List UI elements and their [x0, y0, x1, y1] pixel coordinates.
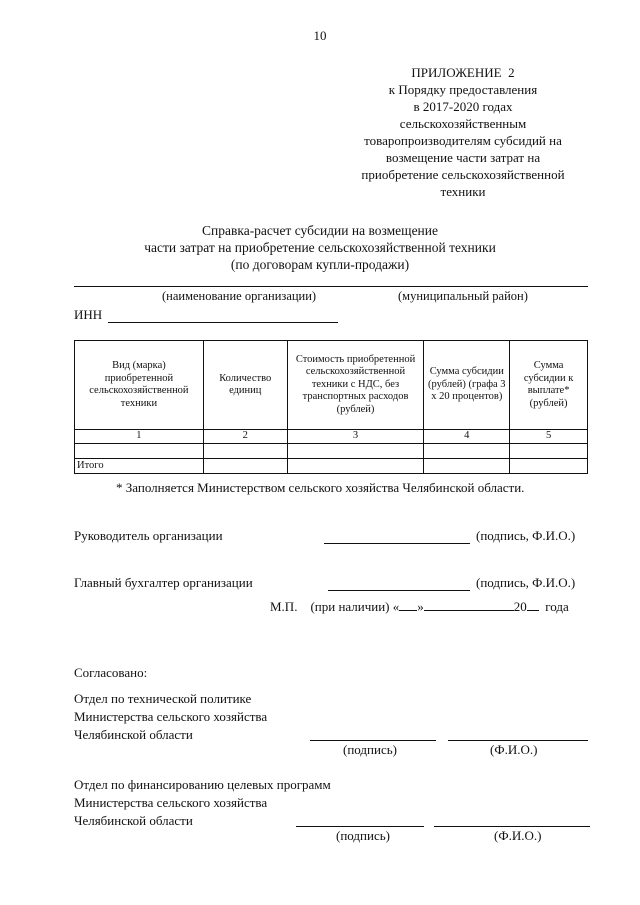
- table-cell[interactable]: [75, 444, 204, 459]
- head-signature-line[interactable]: [324, 543, 470, 544]
- dept1-signature-line[interactable]: [310, 740, 436, 741]
- dept2-signature-line[interactable]: [296, 826, 424, 827]
- dept1-signature-caption: (подпись): [343, 742, 397, 757]
- accountant-signature-caption: (подпись, Ф.И.О.): [476, 575, 576, 590]
- table-header-row: [75, 341, 588, 430]
- total-row: [75, 459, 588, 474]
- department-line: Министерства сельского хозяйства: [74, 795, 268, 810]
- header-cell: Стоимость приобретенной сельскохозяйственной техники с НДС, без транспортных расходов (рублей): [287, 341, 424, 430]
- date-year-blank[interactable]: [527, 610, 539, 611]
- table-cell[interactable]: [287, 459, 424, 474]
- column-number: 3: [287, 430, 424, 444]
- appendix-block: [348, 64, 578, 200]
- accountant-signature-line[interactable]: [328, 590, 470, 591]
- organization-name-caption: (наименование организации): [162, 289, 317, 303]
- dept1-name-line[interactable]: [448, 740, 588, 741]
- appendix-heading: ПРИЛОЖЕНИЕ 2: [411, 65, 515, 80]
- appendix-line: сельскохозяйственным: [399, 116, 527, 131]
- dept2-name-caption: (Ф.И.О.): [494, 828, 542, 843]
- accountant-label: Главный бухгалтер организации: [74, 575, 253, 590]
- subsidy-calculation-table: [74, 340, 588, 474]
- column-number: 2: [203, 430, 287, 444]
- department-line: Министерства сельского хозяйства: [74, 709, 268, 724]
- inn-label: ИНН: [74, 307, 103, 322]
- appendix-line: возмещение части затрат на: [385, 150, 541, 165]
- dept2-name-line[interactable]: [434, 826, 590, 827]
- approval-department-2: [74, 776, 331, 830]
- date-month-blank[interactable]: [424, 610, 514, 611]
- appendix-line: приобретение сельскохозяйственной: [361, 167, 565, 182]
- appendix-line: техники: [440, 184, 486, 199]
- table-cell[interactable]: [510, 444, 588, 459]
- head-signature-caption: (подпись, Ф.И.О.): [476, 528, 576, 543]
- title-line: части затрат на приобретение сельскохозяйственной техники: [144, 240, 496, 255]
- stamp-label: М.П.: [270, 599, 298, 614]
- table-cell[interactable]: [287, 444, 424, 459]
- footnote: * Заполняется Министерством сельского хозяйства Челябинской области.: [116, 480, 525, 495]
- department-line: Челябинской области: [74, 813, 193, 828]
- dept1-name-caption: (Ф.И.О.): [490, 742, 538, 757]
- header-cell: Сумма субсидии к выплате* (рублей): [510, 341, 588, 430]
- title-line: Справка-расчет субсидии на возмещение: [202, 223, 438, 238]
- table-cell[interactable]: [203, 459, 287, 474]
- stamp-date-line: [270, 599, 569, 615]
- table-cell[interactable]: [203, 444, 287, 459]
- appendix-line: в 2017-2020 годах: [413, 99, 513, 114]
- header-cell: Вид (марка) приобретенной сельскохозяйственной техники: [75, 341, 204, 430]
- stamp-presence: (при наличии) «: [310, 599, 400, 614]
- date-close-quote: »: [417, 599, 424, 614]
- header-cell: Сумма субсидии (рублей) (графа 3 х 20 процентов): [424, 341, 510, 430]
- approval-heading: Согласовано:: [74, 665, 148, 680]
- inn-field-line: [108, 322, 338, 323]
- department-line: Отдел по технической политике: [74, 691, 252, 706]
- column-number: 1: [75, 430, 204, 444]
- date-year-suffix: года: [545, 599, 569, 614]
- total-label: Итого: [75, 459, 204, 474]
- title-line: (по договорам купли-продажи): [230, 257, 410, 272]
- head-label: Руководитель организации: [74, 528, 223, 543]
- dept2-signature-caption: (подпись): [336, 828, 390, 843]
- page-number: 10: [313, 28, 327, 43]
- department-line: Челябинской области: [74, 727, 193, 742]
- approval-department-1: [74, 690, 267, 744]
- appendix-line: товаропроизводителям субсидий на: [364, 133, 562, 148]
- document-title: [60, 222, 580, 273]
- table-cell[interactable]: [424, 444, 510, 459]
- column-number: 4: [424, 430, 510, 444]
- header-cell: Количество единиц: [203, 341, 287, 430]
- table-cell[interactable]: [424, 459, 510, 474]
- column-number: 5: [510, 430, 588, 444]
- table-cell[interactable]: [510, 459, 588, 474]
- department-line: Отдел по финансированию целевых программ: [74, 777, 331, 792]
- appendix-line: к Порядку предоставления: [388, 82, 538, 97]
- column-number-row: [75, 430, 588, 444]
- municipal-district-caption: (муниципальный район): [398, 289, 528, 303]
- table-row: [75, 444, 588, 459]
- organization-name-line: [74, 286, 588, 287]
- date-year-prefix: 20: [513, 599, 527, 614]
- date-day-blank[interactable]: [399, 610, 417, 611]
